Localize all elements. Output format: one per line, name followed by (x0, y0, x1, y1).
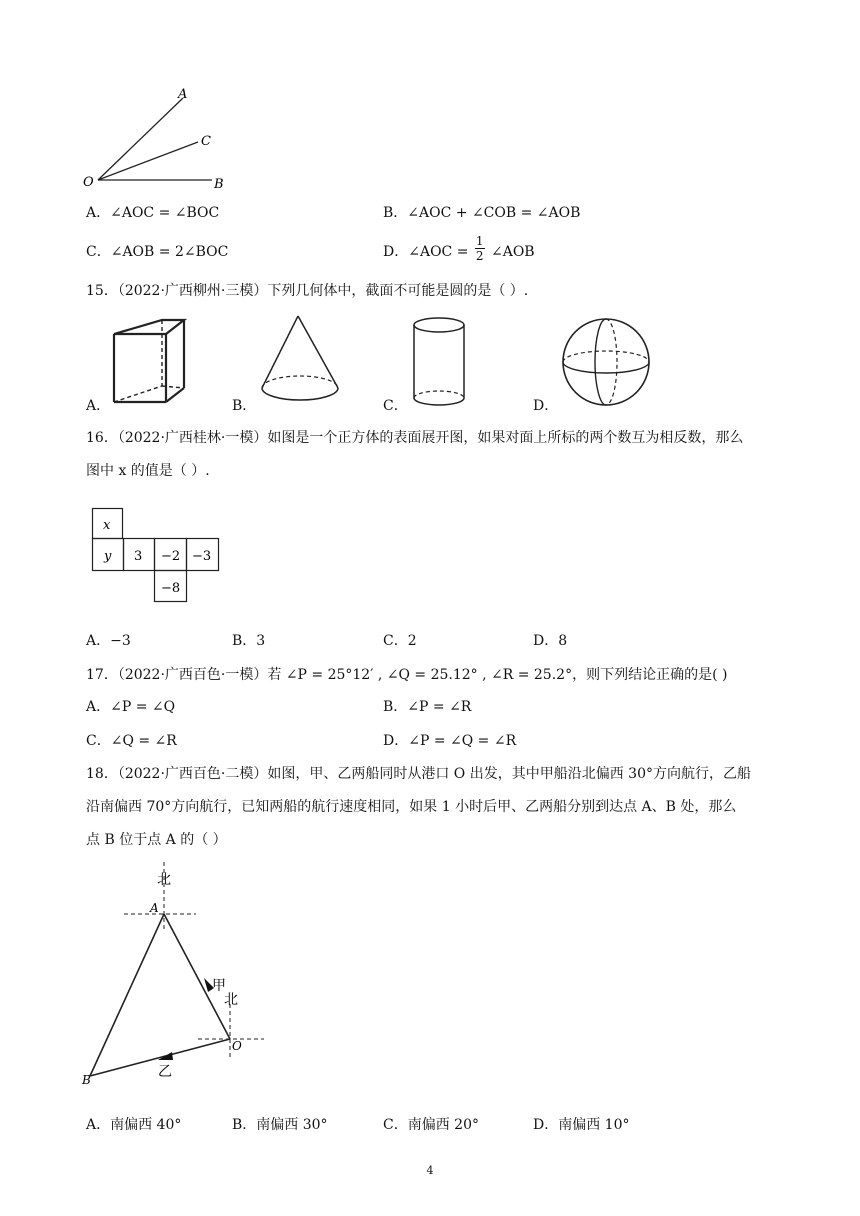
net-cell-neg8: −8 (161, 581, 181, 596)
q14-option-b[interactable]: B．∠AOC + ∠COB = ∠AOB (383, 205, 581, 221)
q18-option-d[interactable]: D．南偏西 10° (533, 1117, 630, 1133)
q14-option-c[interactable]: C．∠AOB = 2∠BOC (86, 244, 229, 260)
ship-direction-figure (80, 862, 280, 1098)
q18-stem-line1: 18．（2022·广西百色·二模）如图，甲、乙两船同时从港口 O 出发，其中甲船沿北偏西 30°方向航行，乙船 (86, 766, 751, 782)
q15-option-c[interactable]: C． (383, 398, 408, 414)
q17-stem: 17．（2022·广西百色·一模）若 ∠P = 25°12′ , ∠Q = 25.12° , ∠R = 25.2°，则下列结论正确的是( ) (86, 667, 728, 683)
label-yi: 乙 (158, 1064, 172, 1080)
q16-option-d[interactable]: D．8 (533, 633, 568, 649)
north-label-top: 北 (157, 872, 171, 888)
fraction-denominator: 2 (475, 249, 484, 263)
fraction (475, 234, 485, 263)
q14-option-a[interactable]: A．∠AOC = ∠BOC (86, 205, 220, 221)
label-b: B (82, 1073, 91, 1087)
q16-stem-line2: 图中 x 的值是（ ）. (86, 463, 210, 479)
label-o: O (83, 175, 94, 190)
prism-figure (108, 318, 188, 406)
cylinder-figure (410, 316, 470, 410)
q16-option-b[interactable]: B．3 (232, 633, 266, 649)
label-b: B (214, 177, 224, 192)
q15-stem: 15．（2022·广西柳州·三模）下列几何体中，截面不可能是圆的是（ ）. (86, 283, 529, 299)
fraction-numerator: 1 (475, 234, 484, 248)
q17-option-b[interactable]: B．∠P = ∠R (383, 699, 472, 715)
q18-option-a[interactable]: A．南偏西 40° (86, 1117, 182, 1133)
label-a: A (178, 87, 188, 102)
ray-oc (98, 142, 198, 180)
q16-stem-line1: 16．（2022·广西桂林·一模）如图是一个正方体的表面展开图，如果对面上所标的两个数互为相反数，那么 (86, 430, 744, 446)
q14-angle-figure (80, 82, 240, 197)
q18-option-c[interactable]: C．南偏西 20° (383, 1117, 479, 1133)
net-cell-neg3: −3 (192, 549, 212, 564)
net-cell-x: x (103, 518, 111, 533)
label-c: C (201, 134, 211, 149)
q17-option-d[interactable]: D．∠P = ∠Q = ∠R (383, 733, 517, 749)
net-cell-3: 3 (134, 549, 143, 564)
ray-oa (98, 98, 183, 180)
q17-option-a[interactable]: A．∠P = ∠Q (86, 699, 176, 715)
page-number: 4 (426, 1164, 434, 1177)
q18-stem-line3: 点 B 位于点 A 的（ ） (86, 832, 227, 848)
north-label-o: 北 (224, 992, 238, 1008)
net-cell-y: y (104, 549, 112, 564)
q15-option-b[interactable]: B． (232, 398, 257, 414)
q15-option-a[interactable]: A． (86, 398, 111, 414)
q14-option-d-suffix: ∠AOB (490, 244, 535, 260)
q18-option-b[interactable]: B．南偏西 30° (232, 1117, 328, 1133)
q14-option-d-prefix: D．∠AOC = (383, 244, 469, 260)
sphere-figure (560, 316, 654, 410)
q17-option-c[interactable]: C．∠Q = ∠R (86, 733, 177, 749)
q15-option-d[interactable]: D． (533, 398, 559, 414)
label-a: A (150, 901, 159, 915)
q16-option-c[interactable]: C．2 (383, 633, 417, 649)
label-o: O (232, 1039, 242, 1053)
q14-option-d[interactable] (383, 234, 535, 270)
net-cell-neg2: −2 (161, 549, 181, 564)
cube-net-figure (92, 508, 222, 604)
q18-stem-line2: 沿南偏西 70°方向航行，已知两船的航行速度相同，如果 1 小时后甲、乙两船分别到达点 A、B 处，那么 (86, 799, 737, 815)
q16-option-a[interactable]: A．−3 (86, 633, 131, 649)
cone-figure (258, 314, 348, 404)
label-jia: 甲 (212, 978, 226, 994)
